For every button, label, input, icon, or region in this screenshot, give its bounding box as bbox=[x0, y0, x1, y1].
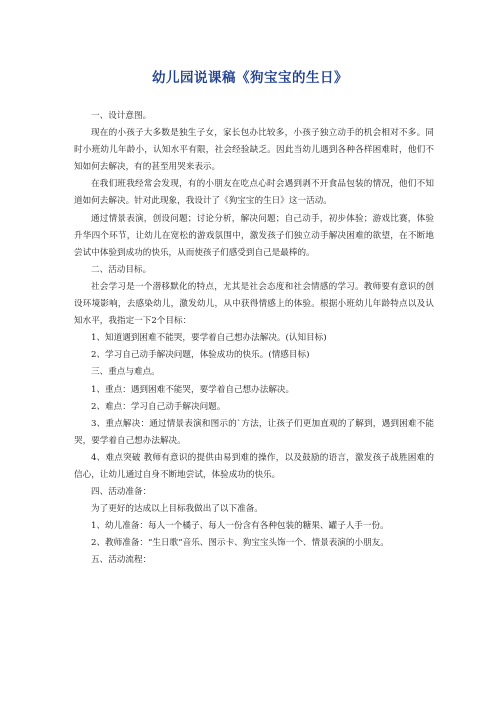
paragraph: 为了更好的达成以上目标我做出了以下准备。 bbox=[91, 504, 263, 515]
list-item: 4、难点突破 教师有意识的提供由易到难的操作，以及鼓励的语言，激发孩子战胜困难的信心，让幼儿通过自身不断地尝试，体验成功的快乐。 bbox=[74, 452, 434, 480]
paragraph: 社会学习是一个潜移默化的特点，尤其是社会态度和社会情感的学习。教师要有意识的创设环境影响，去感染幼儿，激发幼儿，从中获得情感上的体验。根据小班幼儿年龄特点以及认知水平，我指定一下2个目标： bbox=[74, 281, 434, 327]
section-heading-key-points: 三、重点与难点。 bbox=[91, 367, 160, 378]
list-item: 2、学习自己动手解决问题，体验成功的快乐。(情感目标) bbox=[91, 350, 310, 361]
paragraph: 通过情景表演，创设问题；讨论分析，解决问题；自己动手，初步体验；游戏比赛，体验升华四个环节，让幼儿在宽松的游戏氛围中，激发孩子们独立动手解决困难的欲望，在不断地尝试中体验到成功的快乐，从而使孩子们感受到自己是最棒的。 bbox=[74, 213, 434, 258]
list-item: 3、重点解决：通过情景表演和图示的`方法，让孩子们更加直观的了解到，遇到困难不能哭，要学着自己想办法解决。 bbox=[74, 418, 434, 446]
list-item: 2、难点：学习自己动手解决问题。 bbox=[91, 401, 226, 412]
list-item: 1、重点：遇到困难不能哭，要学着自己想办法解决。 bbox=[91, 384, 295, 395]
section-heading-preparation: 四、活动准备： bbox=[91, 487, 152, 498]
section-heading-process: 五、活动流程： bbox=[91, 555, 152, 566]
list-item: 1、知道遇到困难不能哭，要学着自己想办法解决。(认知目标) bbox=[91, 333, 327, 344]
document-body bbox=[74, 108, 434, 570]
document-title: 幼儿园说课稿《狗宝宝的生日》 bbox=[152, 70, 348, 86]
list-item: 1、幼儿准备：每人一个橘子、每人一份含有各种包装的糖果、罐子人手一份。 bbox=[91, 521, 389, 532]
paragraph: 现在的小孩子大多数是独生子女，家长包办比较多，小孩子独立动手的机会相对不多。同时小班幼儿年龄小，认知水平有限，社会经验缺乏。因此当幼儿遇到各种各样困难时，他们不知如何去解决，有的甚至用哭来表示。 bbox=[74, 128, 434, 173]
list-item: 2、教师准备：“生日歌”音乐、图示卡、狗宝宝头饰一个、情景表演的小朋友。 bbox=[91, 538, 389, 549]
paragraph: 在我们班我经常会发现，有的小朋友在吃点心时会遇到剥不开食品包装的情况，他们不知道如何去解决。针对此现象，我设计了《狗宝宝的生日》这一活动。 bbox=[74, 179, 434, 207]
section-heading-goals: 二、活动目标。 bbox=[91, 264, 152, 275]
section-heading-design-intent: 一、设计意图。 bbox=[91, 111, 152, 121]
